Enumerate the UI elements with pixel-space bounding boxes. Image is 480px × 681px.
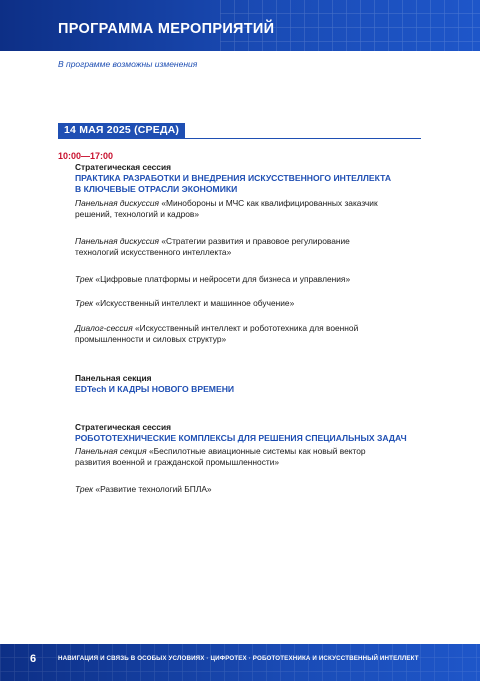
session-1-title-line1: ПРАКТИКА РАЗРАБОТКИ И ВНЕДРЕНИЯ ИСКУССТВЕННОГО ИНТЕЛЛЕКТА (75, 173, 392, 183)
item-text-line2: технологий искусственного интеллекта» (75, 247, 232, 257)
item-text: «Искусственный интеллект и машинное обучение» (93, 298, 295, 308)
item-text: «Минобороны и МЧС как квалифицированных заказчик (159, 198, 378, 208)
item-type: Панельная дискуссия (75, 236, 160, 246)
item-text-line2: решений, технологий и кадров» (75, 209, 200, 219)
footer-text: НАВИГАЦИЯ И СВЯЗЬ В ОСОБЫХ УСЛОВИЯХ · ЦИФРОТЕХ · РОБОТОТЕХНИКА И ИСКУССТВЕННЫЙ ИНТЕЛЛЕКТ (58, 655, 419, 662)
session-2-label: Панельная секция (75, 373, 152, 383)
session-1 (75, 162, 425, 195)
page-title: ПРОГРАММА МЕРОПРИЯТИЙ (58, 21, 275, 37)
session-3-label: Стратегическая сессия (75, 422, 172, 432)
session-1-title-line2: В КЛЮЧЕВЫЕ ОТРАСЛИ ЭКОНОМИКИ (75, 184, 238, 194)
date-divider (58, 138, 421, 139)
item-text-line2: развития военной и гражданской промышленности» (75, 457, 280, 467)
date-badge: 14 МАЯ 2025 (СРЕДА) (58, 123, 185, 138)
session-1-item-1 (75, 198, 425, 220)
session-3-title: РОБОТОТЕХНИЧЕСКИЕ КОМПЛЕКСЫ ДЛЯ РЕШЕНИЯ СПЕЦИАЛЬНЫХ ЗАДАЧ (75, 433, 407, 443)
session-3-item-1 (75, 446, 425, 468)
item-type: Трек (75, 274, 94, 284)
item-text: «Стратегии развития и правовое регулирование (159, 236, 350, 246)
changes-note: В программе возможны изменения (58, 59, 198, 69)
page-header (0, 0, 480, 51)
session-2 (75, 373, 425, 395)
item-type: Трек (75, 484, 94, 494)
item-type: Панельная дискуссия (75, 198, 160, 208)
item-type: Панельная секция (75, 446, 147, 456)
item-text: «Беспилотные авиационные системы как новый вектор (146, 446, 366, 456)
item-text: «Развитие технологий БПЛА» (93, 484, 212, 494)
page-footer (0, 644, 480, 681)
page-number: 6 (30, 653, 37, 665)
item-text: «Цифровые платформы и нейросети для бизнеса и управления» (93, 274, 351, 284)
footer-pattern (0, 644, 480, 681)
item-type: Трек (75, 298, 94, 308)
session-1-label: Стратегическая сессия (75, 162, 172, 172)
session-3 (75, 422, 425, 444)
session-1-item-3 (75, 274, 425, 285)
session-2-title: EDTech И КАДРЫ НОВОГО ВРЕМЕНИ (75, 384, 235, 394)
session-3-item-2 (75, 484, 425, 495)
item-text: «Искусственный интеллект и робототехника для военной (132, 323, 359, 333)
session-1-item-4 (75, 298, 425, 309)
time-range: 10:00—17:00 (58, 151, 114, 161)
session-1-item-5 (75, 323, 425, 345)
session-1-item-2 (75, 236, 425, 258)
item-text-line2: промышленности и силовых структур» (75, 334, 227, 344)
item-type: Диалог-сессия (75, 323, 133, 333)
